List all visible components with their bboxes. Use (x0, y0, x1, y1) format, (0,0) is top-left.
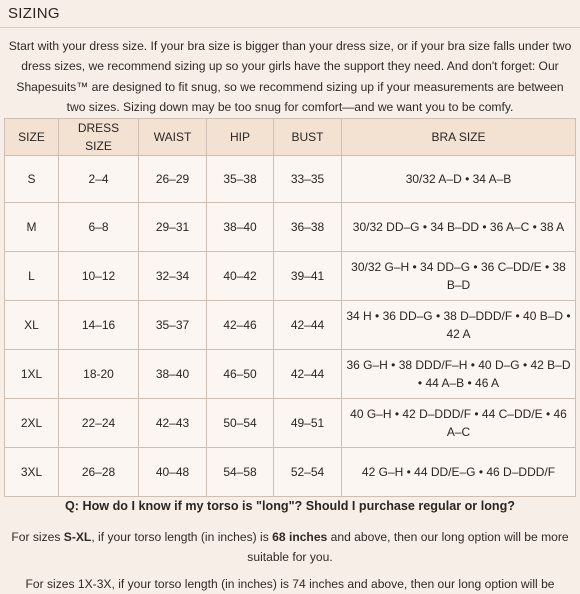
cell-bust: 42–44 (274, 301, 342, 350)
cell-bra-size: 30/32 A–D • 34 A–B (342, 156, 576, 203)
cell-size: 1XL (5, 350, 59, 399)
title-divider (0, 27, 580, 28)
cell-bust: 49–51 (274, 399, 342, 448)
cell-bra-size: 42 G–H • 44 DD/E–G • 46 D–DDD/F (342, 448, 576, 497)
faq-question: Q: How do I know if my torso is "long"? Should I purchase regular or long? (65, 499, 515, 513)
cell-bust: 39–41 (274, 252, 342, 301)
cell-dress-size: 18-20 (59, 350, 139, 399)
header-dress-size: DRESS SIZE (59, 119, 139, 156)
cell-bust: 42–44 (274, 350, 342, 399)
table-row (5, 399, 576, 448)
cell-hip: 40–42 (207, 252, 274, 301)
faq-answer-size-range: S-XL (63, 530, 92, 544)
table-row (5, 156, 576, 203)
faq-answer-length: 68 inches (272, 530, 328, 544)
cell-dress-size: 10–12 (59, 252, 139, 301)
cell-bust: 36–38 (274, 203, 342, 252)
size-chart-table (4, 118, 576, 497)
header-hip: HIP (207, 119, 274, 156)
table-row (5, 350, 576, 399)
cell-hip: 42–46 (207, 301, 274, 350)
cell-dress-size: 2–4 (59, 156, 139, 203)
header-size: SIZE (5, 119, 59, 156)
cell-dress-size: 14–16 (59, 301, 139, 350)
cell-hip: 46–50 (207, 350, 274, 399)
cell-hip: 54–58 (207, 448, 274, 497)
cell-dress-size: 26–28 (59, 448, 139, 497)
table-row (5, 301, 576, 350)
cell-waist: 38–40 (139, 350, 207, 399)
cell-size: S (5, 156, 59, 203)
faq-answer-continued: For sizes 1X-3X, if your torso length (in inches) is 74 inches and above, then our long option will be (25, 577, 555, 591)
cell-size: M (5, 203, 59, 252)
cell-waist: 35–37 (139, 301, 207, 350)
cell-size: 3XL (5, 448, 59, 497)
intro-paragraph: Start with your dress size. If your bra size is bigger than your dress size, or if your bra size falls under two dress sizes, we recommend sizing up so your girls have the support they need. And don't forget: Our Shapesuits™ are designed to fit snug, so we recommend sizing up if your measurements are between two sizes. Sizing down may be too snug for comfort—and we want you to be comfy. (8, 39, 572, 114)
cell-hip: 50–54 (207, 399, 274, 448)
cell-waist: 29–31 (139, 203, 207, 252)
cell-hip: 35–38 (207, 156, 274, 203)
cell-bra-size: 34 H • 36 DD–G • 38 D–DDD/F • 40 B–D • 42 A (342, 301, 576, 350)
cell-waist: 42–43 (139, 399, 207, 448)
cell-bust: 33–35 (274, 156, 342, 203)
table-header-row (5, 119, 576, 156)
faq-answer-text: and above, then our long option will be more suitable for you. (247, 530, 569, 564)
header-bust: BUST (274, 119, 342, 156)
cell-dress-size: 22–24 (59, 399, 139, 448)
cell-waist: 32–34 (139, 252, 207, 301)
faq-answer-text: For sizes (11, 530, 64, 544)
table-row (5, 203, 576, 252)
cell-bra-size: 36 G–H • 38 DDD/F–H • 40 D–G • 42 B–D • 44 A–B • 46 A (342, 350, 576, 399)
table-row (5, 448, 576, 497)
faq-answer-text: , if your torso length (in inches) is (91, 530, 273, 544)
header-waist: WAIST (139, 119, 207, 156)
faq-answer (10, 527, 570, 567)
header-bra-size: BRA SIZE (342, 119, 576, 156)
page-title: SIZING (8, 5, 60, 22)
table-row (5, 252, 576, 301)
cell-hip: 38–40 (207, 203, 274, 252)
cell-size: 2XL (5, 399, 59, 448)
cell-dress-size: 6–8 (59, 203, 139, 252)
cell-bra-size: 40 G–H • 42 D–DDD/F • 44 C–DD/E • 46 A–C (342, 399, 576, 448)
cell-waist: 26–29 (139, 156, 207, 203)
cell-waist: 40–48 (139, 448, 207, 497)
cell-size: L (5, 252, 59, 301)
cell-bra-size: 30/32 DD–G • 34 B–DD • 36 A–C • 38 A (342, 203, 576, 252)
cell-bra-size: 30/32 G–H • 34 DD–G • 36 C–DD/E • 38 B–D (342, 252, 576, 301)
cell-bust: 52–54 (274, 448, 342, 497)
cell-size: XL (5, 301, 59, 350)
